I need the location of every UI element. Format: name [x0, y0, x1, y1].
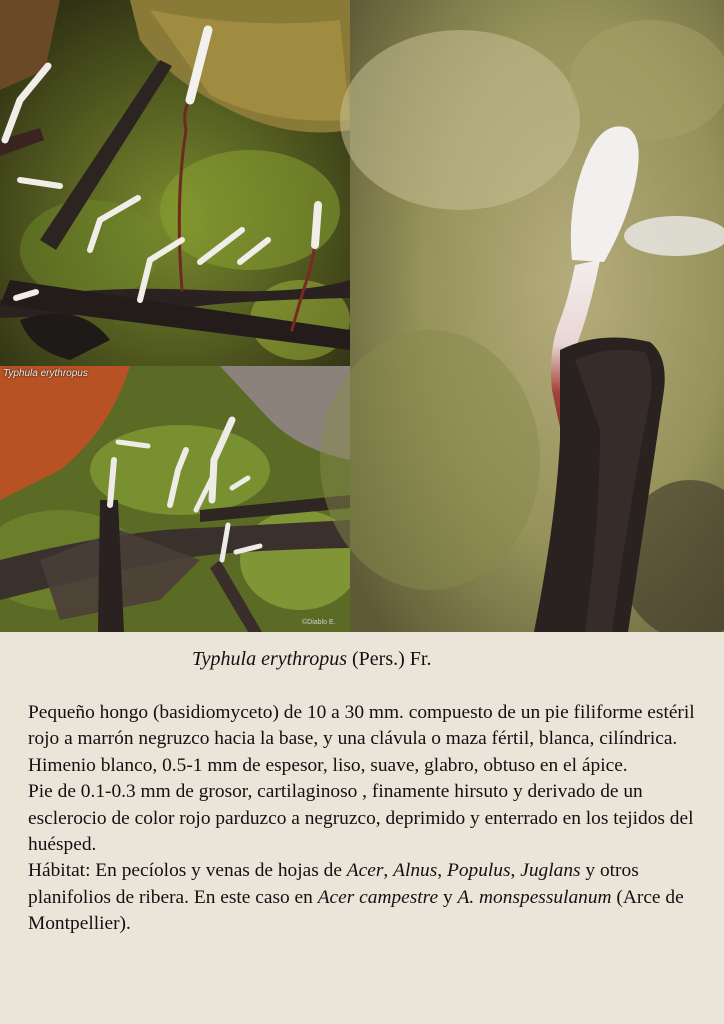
species-authority: (Pers.) Fr.: [347, 648, 432, 670]
species-acer-monspessulanum: A. monspessulanum: [457, 886, 612, 908]
description-panel: [0, 632, 724, 1024]
genus-alnus: Alnus: [393, 860, 438, 882]
genus-juglans: Juglans: [520, 860, 581, 882]
separator: ,: [383, 860, 394, 882]
photo-credit: ©Diablo E.: [302, 619, 336, 626]
separator: ,: [437, 860, 447, 882]
genus-acer: Acer: [346, 860, 384, 882]
species-title: [192, 648, 431, 671]
description-paragraph-4: [28, 858, 698, 937]
habitat-text-c: y: [438, 886, 458, 908]
species-acer-campestre: Acer campestre: [317, 886, 439, 908]
habitat-text-d: (Arce de Montpellier).: [28, 886, 684, 935]
species-name: Typhula erythropus: [192, 648, 347, 670]
habitat-text-b: y otros planifolios de ribera. En este caso en: [28, 860, 639, 908]
description-paragraph-3: Pie de 0.1-0.3 mm de grosor, cartilaginoso , finamente hirsuto y derivado de un esclerocio de color rojo parduzco a negruzco, deprimido y enterrado en los tejidos del huésped.: [28, 781, 694, 856]
description-paragraph-1: Pequeño hongo (basidiomyceto) de 10 a 30 mm. compuesto de un pie filiforme estéril rojo a marrón negruzco hacia la base, y una clávula o maza fértil, blanca, cilíndrica.: [28, 702, 695, 750]
genus-populus: Populus: [446, 860, 511, 882]
photo-top-left: [0, 0, 350, 366]
species-description: [28, 700, 698, 938]
description-paragraph-2: Himenio blanco, 0.5-1 mm de espesor, liso, suave, glabro, obtuso en el ápice.: [28, 754, 628, 776]
photo-caption: Typhula erythropus: [3, 368, 88, 379]
separator: ,: [510, 860, 521, 882]
habitat-text-a: Hábitat: En pecíolos y venas de hojas de: [28, 860, 347, 882]
photo-bottom-left: [0, 366, 360, 632]
photo-right: [320, 0, 724, 632]
